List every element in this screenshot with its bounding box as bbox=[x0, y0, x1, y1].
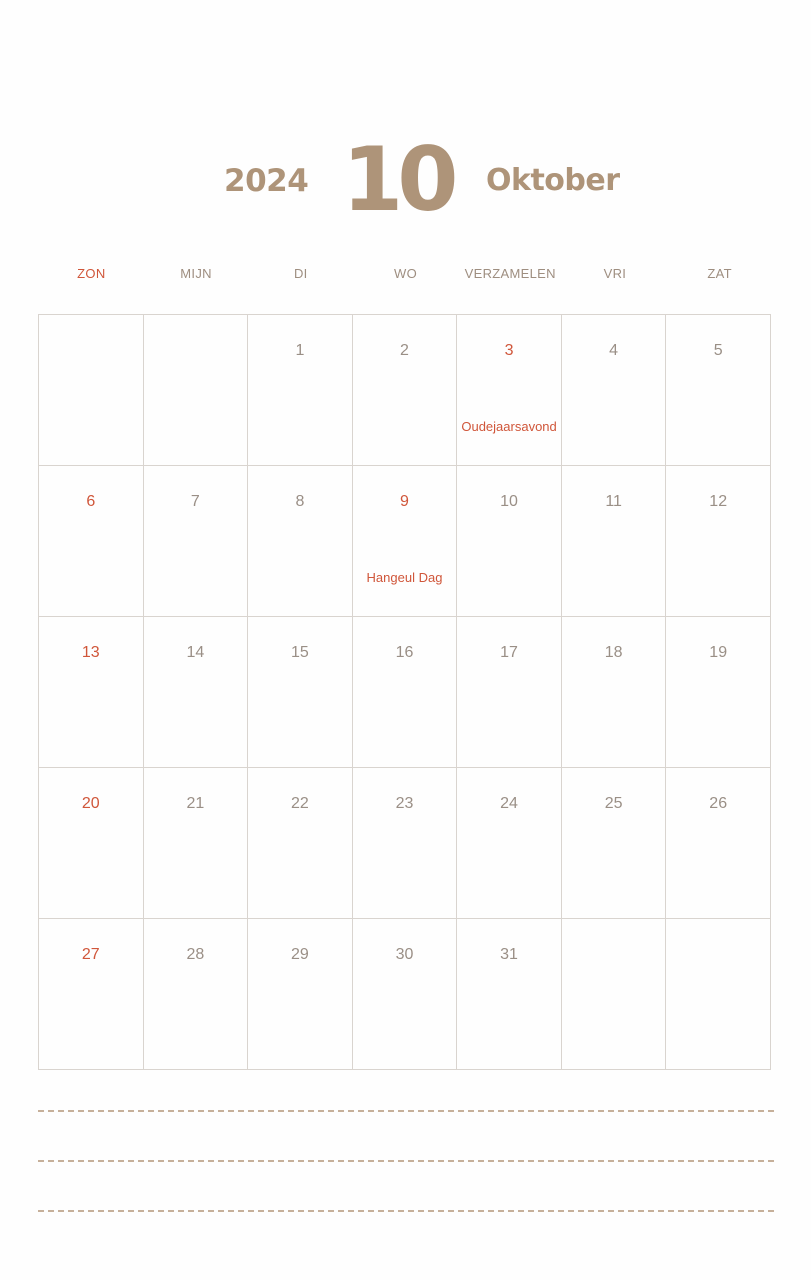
day-cell[interactable] bbox=[666, 617, 771, 768]
weekday-header-row bbox=[39, 266, 772, 286]
day-number: 2 bbox=[400, 342, 409, 359]
day-number: 29 bbox=[291, 946, 309, 963]
weekday-sunday: ZON bbox=[77, 266, 106, 281]
day-cell[interactable] bbox=[457, 617, 562, 768]
day-number: 15 bbox=[291, 644, 309, 661]
day-cell[interactable] bbox=[144, 466, 249, 617]
day-cell[interactable] bbox=[353, 617, 458, 768]
day-number: 13 bbox=[81, 644, 100, 661]
day-cell[interactable] bbox=[666, 768, 771, 919]
day-number: 28 bbox=[186, 946, 205, 963]
day-number: 12 bbox=[709, 493, 728, 510]
day-number: 11 bbox=[605, 493, 622, 510]
day-number: 10 bbox=[500, 493, 518, 510]
day-number: 7 bbox=[190, 493, 200, 510]
day-number: 1 bbox=[295, 342, 305, 359]
day-cell[interactable] bbox=[39, 919, 144, 1070]
day-number: 19 bbox=[709, 644, 728, 661]
day-cell[interactable] bbox=[562, 617, 667, 768]
day-cell[interactable] bbox=[562, 768, 667, 919]
calendar-header bbox=[0, 0, 811, 240]
day-cell[interactable] bbox=[248, 315, 353, 466]
day-cell[interactable] bbox=[39, 315, 144, 466]
note-line bbox=[38, 1160, 774, 1162]
day-number: 22 bbox=[291, 795, 309, 812]
day-number: 26 bbox=[709, 795, 728, 812]
day-cell[interactable] bbox=[353, 466, 458, 617]
weekday-tuesday: DI bbox=[293, 266, 308, 281]
day-number: 21 bbox=[186, 795, 205, 812]
weekday-wednesday: WO bbox=[394, 266, 417, 281]
day-number: 4 bbox=[609, 342, 619, 359]
day-cell[interactable] bbox=[562, 315, 667, 466]
day-number: 23 bbox=[395, 795, 414, 812]
weekday-saturday: ZAT bbox=[707, 266, 732, 281]
day-number: 20 bbox=[81, 795, 100, 812]
day-cell[interactable] bbox=[144, 768, 249, 919]
day-cell[interactable] bbox=[248, 919, 353, 1070]
day-cell[interactable] bbox=[457, 919, 562, 1070]
notes-area bbox=[38, 1110, 774, 1260]
weekday-thursday: VERZAMELEN bbox=[464, 266, 556, 281]
day-number: 18 bbox=[604, 644, 623, 661]
day-number: 17 bbox=[500, 644, 518, 661]
day-cell[interactable] bbox=[248, 768, 353, 919]
day-cell[interactable] bbox=[666, 315, 771, 466]
day-cell[interactable] bbox=[353, 768, 458, 919]
day-cell[interactable] bbox=[39, 466, 144, 617]
day-cell[interactable] bbox=[144, 617, 249, 768]
day-cell[interactable] bbox=[562, 919, 667, 1070]
month-name: Oktober bbox=[486, 163, 620, 198]
day-cell[interactable] bbox=[457, 315, 562, 466]
holiday-label: Oudejaarsavond bbox=[461, 419, 557, 434]
month-number: 10 bbox=[342, 128, 453, 231]
day-cell[interactable] bbox=[144, 919, 249, 1070]
day-cell[interactable] bbox=[353, 919, 458, 1070]
day-number: 6 bbox=[86, 493, 96, 510]
day-cell[interactable] bbox=[353, 315, 458, 466]
day-number: 8 bbox=[295, 493, 305, 510]
day-number: 24 bbox=[500, 795, 518, 812]
day-cell[interactable] bbox=[248, 617, 353, 768]
day-number: 25 bbox=[604, 795, 623, 812]
calendar-grid bbox=[38, 314, 771, 1070]
day-number: 5 bbox=[713, 342, 723, 359]
day-number: 14 bbox=[186, 644, 205, 661]
day-cell[interactable] bbox=[457, 768, 562, 919]
day-cell[interactable] bbox=[666, 919, 771, 1070]
day-cell[interactable] bbox=[39, 617, 144, 768]
day-number: 27 bbox=[81, 946, 100, 963]
weekday-monday: MIJN bbox=[180, 266, 212, 281]
day-cell[interactable] bbox=[144, 315, 249, 466]
note-line bbox=[38, 1210, 774, 1212]
day-cell[interactable] bbox=[457, 466, 562, 617]
day-number: 3 bbox=[504, 342, 514, 359]
day-cell[interactable] bbox=[666, 466, 771, 617]
day-cell[interactable] bbox=[248, 466, 353, 617]
day-number: 9 bbox=[400, 493, 409, 510]
weekday-friday: VRI bbox=[603, 266, 627, 281]
day-cell[interactable] bbox=[39, 768, 144, 919]
day-number: 30 bbox=[395, 946, 414, 963]
year-label: 2024 bbox=[224, 163, 309, 199]
day-cell[interactable] bbox=[562, 466, 667, 617]
day-number: 16 bbox=[395, 644, 414, 661]
day-number: 31 bbox=[500, 946, 518, 963]
note-line bbox=[38, 1110, 774, 1112]
holiday-label: Hangeul Dag bbox=[366, 570, 443, 585]
